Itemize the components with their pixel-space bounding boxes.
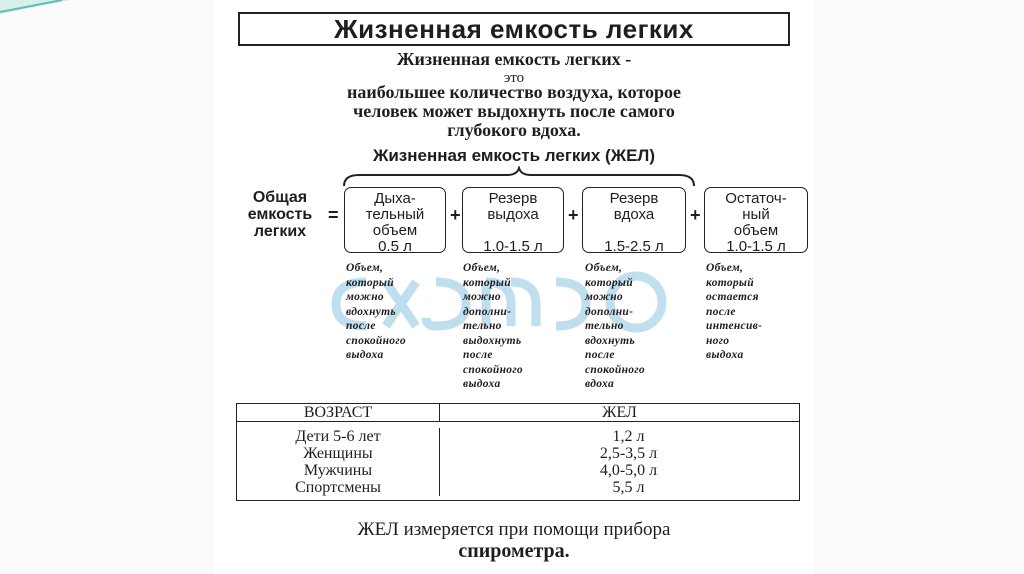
table-cell: Дети 5-6 лет [295,428,381,445]
definition-line: это [503,70,525,86]
table-body [237,422,799,500]
zhel-heading: Жизненная емкость легких (ЖЕЛ) [372,146,656,165]
table-header-row [237,404,799,422]
equals-sign: = [328,205,339,225]
definition-line: человек может выдохнуть после самого [353,101,675,121]
residual-volume-box: Остаточ- ный объем 1.0-1.5 л [704,187,808,253]
plus-sign: + [690,205,701,225]
table-header-age: ВОЗРАСТ [237,404,440,421]
footer-line-device: спирометра. [458,540,570,562]
total-lung-capacity-label: Общая емкость легких [247,189,313,240]
document-page [214,0,814,574]
definition-line: глубокого вдоха. [447,120,581,140]
corner-decoration [0,0,70,14]
table-cell: Спортсмены [295,479,381,496]
table-cell: 2,5-3,5 л [599,445,658,462]
table-cell: 1,2 л [612,428,645,445]
expiratory-reserve-box: Резерв выдоха 1.0-1.5 л [462,187,564,253]
footer-line: ЖЕЛ измеряется при помощи прибора [357,519,671,540]
inspiratory-reserve-note: Объем, который можно дополни- тельно вдохнуть после спокойного вдоха [585,262,645,390]
table-cell: Мужчины [303,462,373,479]
expiratory-reserve-note: Объем, который можно дополни- тельно выдохнуть после спокойного выдоха [463,262,523,390]
tidal-volume-note: Объем, который можно вдохнуть после спокойного выдоха [346,262,406,361]
tidal-volume-box: Дыха- тельный объем 0.5 л [344,187,446,253]
plus-sign: + [568,205,579,225]
definition-line: Жизненная емкость легких - [396,49,632,69]
table-cell: 5,5 л [612,479,645,496]
plus-sign: + [450,205,461,225]
inspiratory-reserve-box: Резерв вдоха 1.5-2.5 л [582,187,686,253]
zhel-brace [339,166,699,188]
residual-volume-note: Объем, который остается после интенсив- ного выдоха [706,262,763,361]
definition-line: наибольшее количество воздуха, которое [346,82,682,102]
table-header-zhel: ЖЕЛ [602,404,637,421]
page-title: Жизненная емкость легких [238,12,790,46]
table-cell: Женщины [303,445,373,462]
table-cell: 4,0-5,0 л [599,462,658,479]
zhel-age-table [236,403,800,501]
